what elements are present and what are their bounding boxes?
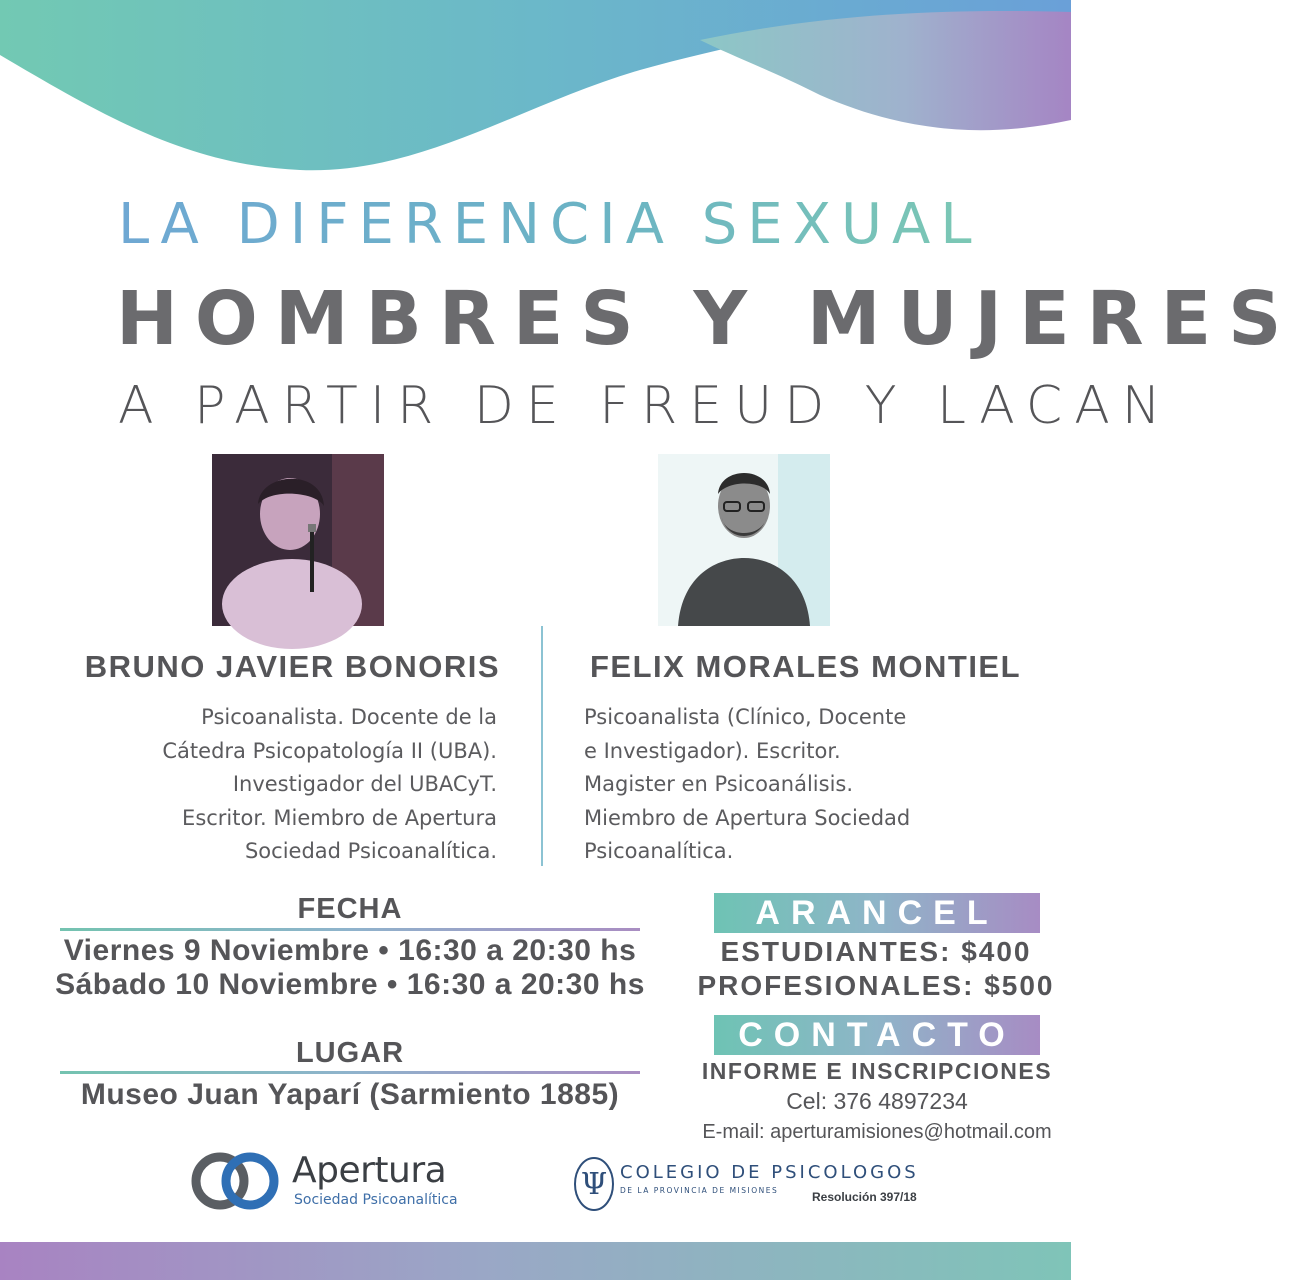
- apertura-name: Apertura: [292, 1150, 447, 1191]
- speaker-photo-bruno: [212, 454, 384, 626]
- speaker-photo-felix: [658, 454, 830, 626]
- bio-line: Psicoanalista (Clínico, Docente: [584, 705, 907, 729]
- fecha-underline: [60, 928, 640, 931]
- contacto-email[interactable]: E-mail: aperturamisiones@hotmail.com: [702, 1121, 1052, 1143]
- bio-line: Cátedra Psicopatología II (UBA).: [162, 738, 497, 763]
- colegio-resolution: Resolución 397/18: [812, 1190, 917, 1204]
- apertura-subtitle: Sociedad Psicoanalítica: [294, 1192, 458, 1208]
- bio-line: Magister en Psicoanálisis.: [584, 772, 854, 796]
- colegio-subtitle: DE LA PROVINCIA DE MISIONES: [620, 1186, 779, 1195]
- svg-text:Ψ: Ψ: [580, 1167, 608, 1202]
- bio-line: e Investigador). Escritor.: [584, 738, 841, 763]
- bio-line: Sociedad Psicoanalítica.: [244, 839, 497, 863]
- date-line-1: Viernes 9 Noviembre • 16:30 a 20:30 hs: [63, 934, 637, 967]
- fecha-heading: FECHA: [297, 893, 403, 925]
- title-line-1: LA DIFERENCIA SEXUAL: [118, 192, 982, 257]
- speaker-bio-felix: [584, 701, 910, 869]
- arancel-heading: ARANCEL: [714, 893, 1040, 933]
- speaker-name-bruno: BRUNO JAVIER BONORIS: [84, 649, 500, 684]
- price-profesionales: PROFESIONALES: $500: [697, 970, 1055, 1001]
- title-line-2: HOMBRES Y MUJERES: [116, 276, 1298, 362]
- bio-line: Investigador del UBACyT.: [232, 772, 497, 796]
- psi-icon: [572, 1154, 616, 1214]
- speaker-portrait-icon: [658, 454, 830, 626]
- speaker-portrait-icon: [212, 454, 384, 626]
- lugar-underline: [60, 1071, 640, 1074]
- colegio-name: COLEGIO DE PSICOLOGOS: [620, 1162, 919, 1183]
- speaker-divider: [541, 626, 543, 866]
- title-line-3: A PARTIR DE FREUD Y LACAN: [118, 376, 1173, 436]
- speaker-name-felix: FELIX MORALES MONTIEL: [590, 649, 1022, 684]
- date-line-2: Sábado 10 Noviembre • 16:30 a 20:30 hs: [55, 968, 645, 1001]
- lugar-place: Museo Juan Yaparí (Sarmiento 1885): [80, 1078, 620, 1111]
- price-estudiantes: ESTUDIANTES: $400: [720, 936, 1032, 967]
- interlocked-rings-icon: [186, 1148, 286, 1214]
- contacto-heading: CONTACTO: [714, 1015, 1040, 1055]
- bio-line: Psicoanalista. Docente de la: [201, 705, 497, 729]
- bio-line: Miembro de Apertura Sociedad: [584, 805, 911, 830]
- top-wave-decoration: [0, 0, 1071, 180]
- lugar-heading: LUGAR: [295, 1037, 405, 1069]
- speaker-bio-bruno: [162, 701, 497, 869]
- bio-line: Escritor. Miembro de Apertura: [182, 805, 497, 830]
- colegio-logo: [572, 1154, 919, 1214]
- contacto-phone: Cel: 376 4897234: [786, 1088, 968, 1114]
- apertura-logo: [186, 1148, 476, 1214]
- bio-line: Psicoanalítica.: [584, 839, 734, 863]
- contacto-subheading: INFORME E INSCRIPCIONES: [701, 1058, 1053, 1084]
- bottom-gradient-band: [0, 1242, 1071, 1280]
